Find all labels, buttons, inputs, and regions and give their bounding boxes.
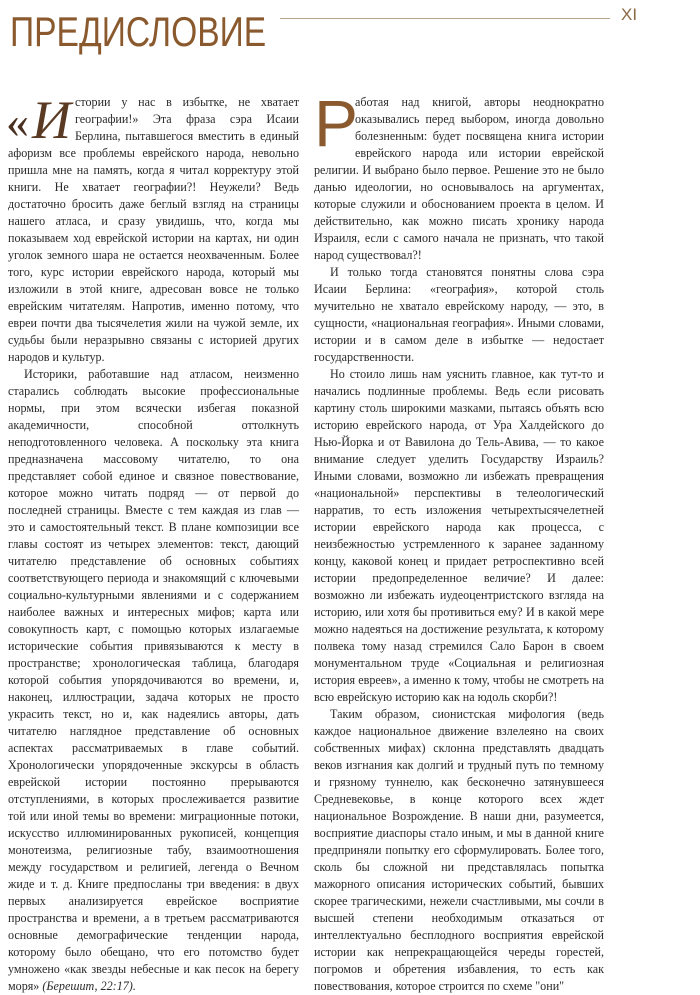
left-paragraph-1 xyxy=(6,90,299,366)
right-paragraph-3: Но стоило лишь нам уяснить главное, как тут-то и начались подлинные проблемы. Ведь если рисовать картину столь широкими мазками, пытаясь объять всю историю еврейского народа, от Ура Халдейского до Нью-Йорка и от Вавилона до Тель-Авива, — то какое внимание следует уделить Государству Израиль? Иными словами, возможно ли избежать превращения «национальной» перспективы в телеологический нарратив, то есть изложения четырехтысячелетней истории еврейского народа как процесса, с неизбежностью устремленного к заранее заданному концу, каковой конец и придает ретроспективно всей истории предопределенное величие? И далее: возможно ли избежать иудеоцентристского взгляда на историю, или хотя бы противиться ему? И в какой мере можно надеяться на достижение результата, к которому полвека тому назад стремился Сало Барон в своем монументальном труде «Социальная и религиозная история евреев», а именно к тому, чтобы не смотреть на всю еврейскую историю как на юдоль скорби?! xyxy=(314,367,604,704)
drop-cap-right xyxy=(314,86,359,160)
right-paragraph-1-text: аботая над книгой, авторы неоднократно оказывались перед выбором, иногда довольно болезненным: будет посвящена книга истории еврейского народа или истории еврейской религии. И выбрано было первое. Решение это не было данью идеологии, но основывалось на аргументах, которые служили и обоснованием проекта в целом. И действительно, как можно писать хронику народа Израиля, если с самого начала не признать, что такой народ существовал?! xyxy=(314,95,604,262)
left-paragraph-2-text: Историки, работавшие над атласом, неизменно старались соблюдать высокие профессиональные нормы, при этом всячески избегая показной академичности, способной оттолкнуть неподготовленного человека. А поскольку эта книга предназначена массовому читателю, то она представляет собой единое и связное повествование, которое можно читать подряд — от первой до последней страницы. Вместе с тем каждая из глав — это и самостоятельный текст. В плане композиции все главы состоят из четырех элементов: текст, дающий читателю представление об основных событиях соответствующего периода и знакомящий с ключевыми социально-культурными явлениями и с содержанием наиболее важных и интересных мифов; карта или совокупность карт, с помощью которых излагаемые исторические события привязываются к месту в пространстве; хронологическая таблица, благодаря которой события упорядочиваются во времени, и, наконец, иллюстрации, задача которых не просто украсить текст, но и, как надеялись авторы, дать читателю наглядное представление об основных аспектах рассматриваемых в главе событий. Хронологически упорядоченные экскурсы в область еврейской истории постоянно прерываются отступлениями, в которых прослеживается развитие той или иной темы во времени: миграционные потоки, искусство иллюминированных рукописей, концепция монотеизма, религиозные табу, взаимоотношения между государством и религией, легенда о Вечном жиде и т. д. Книге предпосланы три введения: в двух первых анализируется еврейское восприятие пространства и времени, а в третьем рассматриваются основные демографические тенденции народа, которому было обещано, что его потомство будет умножено «как звезды небесные и как песок на берегу моря» xyxy=(8,367,299,993)
drop-cap-left: И xyxy=(32,90,71,150)
right-paragraph-4: Таким образом, сионистская мифология (ведь каждое национальное движение взлелеяно на своих собственных мифах) склонна представлять двадцать веков изгнания как долгий и трудный путь по темному и грязному туннелю, как бесконечно затянувшееся Средневековье, в конце которого всех ждет национальное Возрождение. В наши дни, разумеется, восприятие диаспоры стало иным, и мы в данной книге предприняли попытку его сформулировать. Более того, сколь бы сложной ни представлялась попытка мажорного описания исторических событий, бывших скорее трагическими, нежели счастливыми, мы сочли в высшей степени необходимым отказаться от интеллектуально бесплодного восприятия еврейской истории как непрекращающейся череды горестей, погромов и обретения избавления, то есть как повествования, которое строится по схеме "они" xyxy=(314,707,604,993)
opening-quote-mark: « xyxy=(6,96,29,147)
drop-cap-right-letter: Р xyxy=(314,86,359,160)
bible-reference: (Берешит, 22:17). xyxy=(42,979,136,993)
right-column xyxy=(314,86,604,995)
right-paragraph-1 xyxy=(314,86,604,264)
page-number: XI xyxy=(621,5,638,24)
right-paragraph-2: И только тогда становятся понятны слова сэра Исаии Берлина: «география», которой столь мучительно не хватало еврейскому народу, — это, в сущности, «национальная география». Иными словами, истории и в самом деле в избытке — недостает государственности. xyxy=(314,265,604,364)
left-paragraph-1-text: стории у нас в избытке, не хватает географии!» Эта фраза сэра Исаии Берлина, пытавшегося вместить в единый афоризм все проблемы еврейского народа, невольно пришла мне на память, когда я читал корректуру этой книги. Не хватает географии?! Неужели? Ведь достаточно бросить даже беглый взгляд на страницы нашего атласа, и сразу увидишь, что, когда мы показываем ход еврейской истории на картах, ни один уголок земного шара не остается неохваченным. Более того, курс истории еврейского народа, который мы изложили в этой книге, адресован вовсе не только еврейским читателям. Напротив, именно потому, что евреи почти два тысячелетия жили на чужой земле, их судьбы были неразрывно связаны с историей других народов и культур. xyxy=(8,95,299,364)
left-paragraph-2 xyxy=(8,366,299,995)
header-rule xyxy=(280,18,610,19)
page-title: ПРЕДИСЛОВИЕ xyxy=(10,8,267,55)
left-column xyxy=(6,90,299,995)
